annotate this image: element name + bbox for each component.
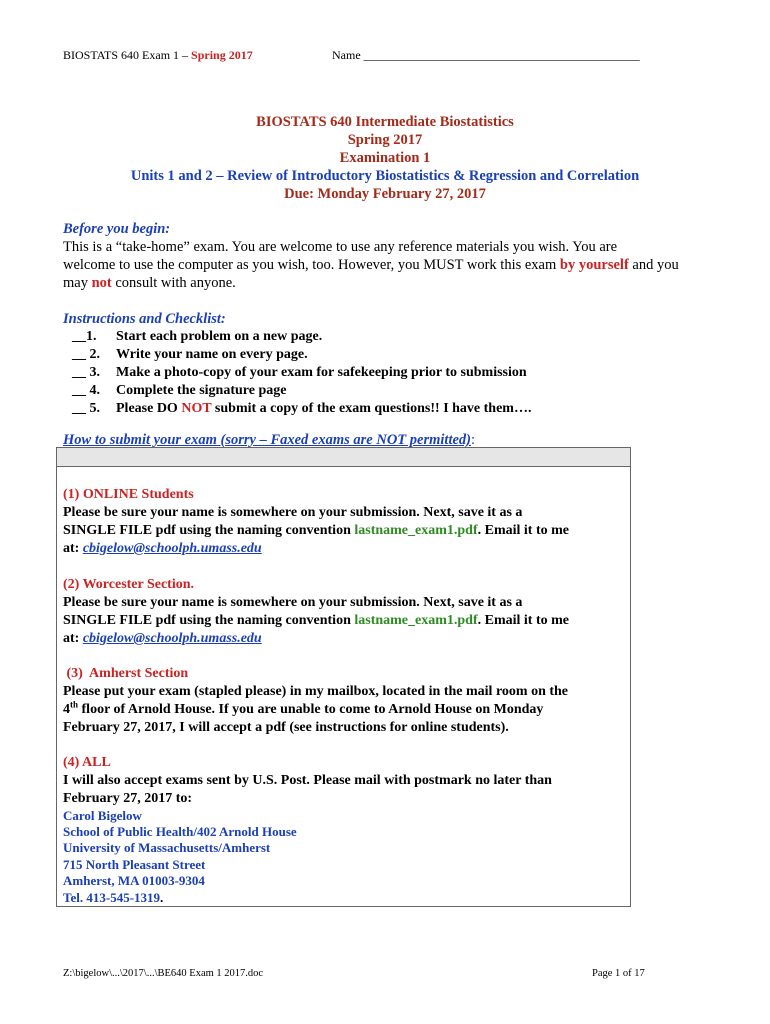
amherst-line-2 — [63, 701, 623, 719]
checklist-num: __1. — [72, 329, 97, 344]
worcester-line-2 — [63, 612, 623, 630]
before-text-2a: welcome to use the computer as you wish, too. However, you MUST work this exam — [63, 257, 560, 273]
checklist-text: Start each problem on a new page. — [116, 329, 323, 344]
checklist-num: __ 3. — [72, 365, 100, 380]
checklist-text: Write your name on every page. — [116, 347, 308, 362]
checklist-item — [72, 400, 531, 418]
worcester-line-1: Please be sure your name is somewhere on your submission. Next, save it as a — [63, 595, 523, 610]
worcester-title: (2) Worcester Section. — [63, 577, 195, 592]
online-line-3 — [63, 540, 623, 558]
amherst-line-3: February 27, 2017, I will accept a pdf (see instructions for online students). — [63, 720, 509, 735]
checklist-num: __ 4. — [72, 383, 100, 398]
address-line: University of Massachusetts/Amherst — [63, 840, 271, 855]
checklist-text: Please DO — [116, 401, 182, 416]
checklist-item — [72, 346, 308, 364]
header-course — [63, 48, 253, 63]
not-emphasis: NOT — [181, 401, 212, 416]
header-term: Spring 2017 — [191, 48, 253, 62]
footer-file-path: Z:\bigelow\...\2017\...\BE640 Exam 1 2017.doc — [63, 968, 264, 979]
before-text-2b: and you — [628, 257, 679, 273]
footer-page-number: Page 1 of 17 — [592, 968, 645, 979]
worcester-email-link[interactable]: cbigelow@schoolph.umass.edu — [82, 631, 262, 646]
not-emphasis: not — [91, 275, 112, 291]
online-at: at: — [63, 541, 83, 556]
all-line-1: I will also accept exams sent by U.S. Post. Please mail with postmark no later than — [63, 773, 552, 788]
online-line-1: Please be sure your name is somewhere on your submission. Next, save it as a — [63, 505, 523, 520]
telephone-period: . — [160, 890, 164, 905]
checklist-text: Make a photo-copy of your exam for safekeeping prior to submission — [116, 365, 527, 380]
before-text-3a: may — [63, 275, 92, 291]
title-course: BIOSTATS 640 Intermediate Biostatistics — [256, 114, 514, 130]
checklist-num: __ 2. — [72, 347, 100, 362]
submit-heading-colon: : — [471, 432, 476, 448]
amherst-line-1: Please put your exam (stapled please) in my mailbox, located in the mail room on the — [63, 684, 569, 699]
before-text-2 — [63, 256, 713, 274]
title-term: Spring 2017 — [347, 132, 423, 148]
checklist-text: Complete the signature page — [116, 383, 287, 398]
worcester-line-2b: . Email it to me — [477, 613, 570, 628]
all-title: (4) ALL — [63, 755, 111, 770]
before-text-1: This is a “take-home” exam. You are welcome to use any reference materials you wish. You are — [63, 239, 618, 255]
instructions-heading: Instructions and Checklist: — [63, 311, 226, 327]
online-line-2b: . Email it to me — [477, 523, 570, 538]
by-yourself-emphasis: by yourself — [559, 257, 629, 273]
amherst-title: (3) Amherst Section — [63, 666, 189, 681]
amherst-line-2b: floor of Arnold House. If you are unable to come to Arnold House on Monday — [78, 702, 544, 717]
address-line: Carol Bigelow — [63, 808, 142, 823]
title-units: Units 1 and 2 – Review of Introductory Biostatistics & Regression and Correlation — [130, 168, 640, 184]
before-heading: Before you begin: — [63, 221, 171, 237]
address-telephone — [63, 890, 163, 907]
address-line: School of Public Health/402 Arnold House — [63, 824, 297, 839]
address-line: 715 North Pleasant Street — [63, 857, 206, 872]
before-text-3 — [63, 274, 713, 292]
title-due: Due: Monday February 27, 2017 — [284, 186, 486, 202]
checklist-item — [72, 382, 286, 400]
amherst-ordinal: th — [70, 699, 79, 710]
header-course-text: BIOSTATS 640 Exam 1 – — [63, 48, 192, 62]
online-email-link[interactable]: cbigelow@schoolph.umass.edu — [82, 541, 262, 556]
checklist-num: __ 5. — [72, 401, 100, 416]
submit-heading-text: How to submit your exam (sorry – Faxed exams are NOT permitted) — [63, 432, 471, 448]
worcester-line-3 — [63, 630, 623, 648]
checklist-item — [72, 328, 322, 346]
online-filename: lastname_exam1.pdf — [354, 523, 478, 538]
online-title: (1) ONLINE Students — [63, 487, 194, 502]
title-exam: Examination 1 — [339, 150, 431, 166]
amherst-line-2a: 4 — [63, 702, 70, 717]
worcester-line-2a: SINGLE FILE pdf using the naming convention — [63, 613, 355, 628]
telephone-number: Tel. 413-545-1319 — [63, 890, 161, 905]
header-name-line: Name ______________________________________________ — [332, 48, 640, 62]
checklist-item — [72, 364, 527, 382]
online-line-2 — [63, 522, 623, 540]
address-line: Amherst, MA 01003-9304 — [63, 873, 205, 888]
submission-box-header — [57, 448, 630, 467]
checklist-text-rest: submit a copy of the exam questions!! I have them…. — [211, 401, 532, 416]
worcester-at: at: — [63, 631, 83, 646]
online-line-2a: SINGLE FILE pdf using the naming convention — [63, 523, 355, 538]
worcester-filename: lastname_exam1.pdf — [354, 613, 478, 628]
all-line-2: February 27, 2017 to: — [63, 791, 193, 806]
before-text-3b: consult with anyone. — [111, 275, 236, 291]
